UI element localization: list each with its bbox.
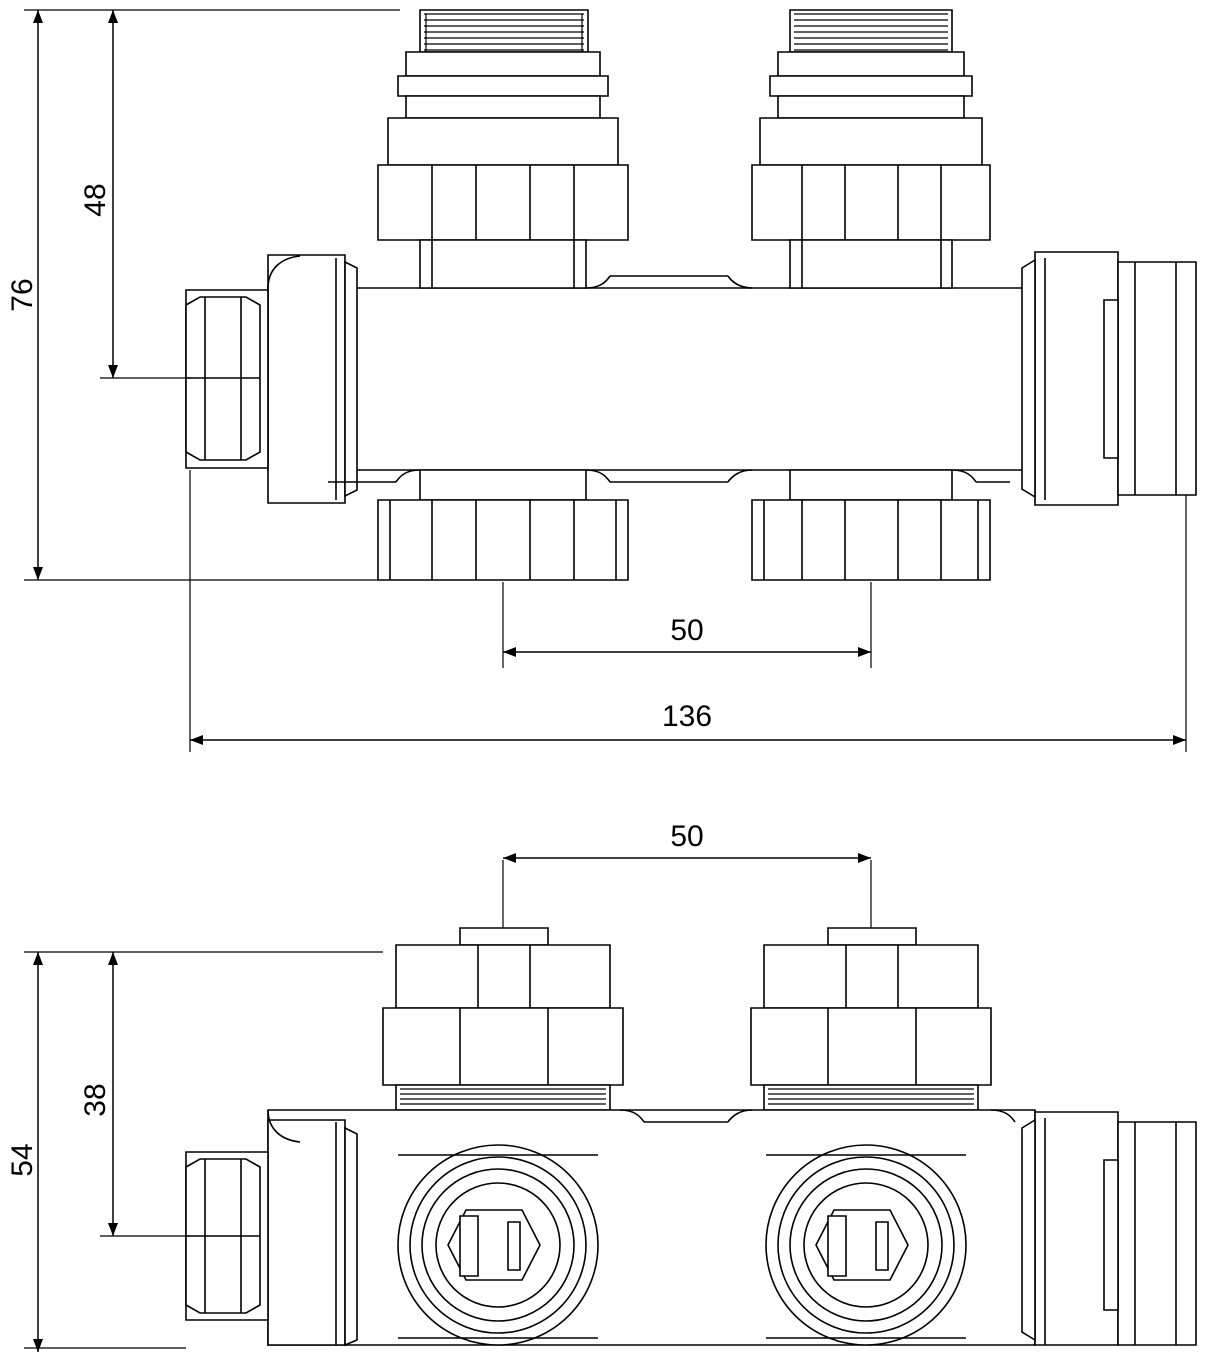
dim-48-label: 48 xyxy=(79,183,112,217)
dim-50-top-label: 50 xyxy=(670,614,704,647)
dim-50-bottom-label: 50 xyxy=(670,820,704,853)
lower-left-branch xyxy=(378,470,628,580)
thread-hatch-upper-left xyxy=(424,14,584,50)
upper-left-branch xyxy=(378,10,628,288)
dim-136-label: 136 xyxy=(661,700,713,733)
front-view-part xyxy=(186,820,1196,1345)
right-end-cap xyxy=(1022,252,1196,505)
front-view-dim-50 xyxy=(503,820,871,950)
top-view-part xyxy=(186,10,1196,580)
front-left-nut xyxy=(398,1145,598,1345)
left-end-cap xyxy=(186,255,357,503)
front-right-nut xyxy=(766,1145,966,1345)
front-right-head xyxy=(751,945,991,1110)
front-left-end-cap xyxy=(186,1120,357,1345)
dim-54-label: 54 xyxy=(6,1143,39,1177)
front-right-end-cap xyxy=(1022,1112,1196,1345)
front-left-head xyxy=(383,945,623,1110)
lower-right-branch xyxy=(752,470,990,580)
thread-hatch-upper-right xyxy=(794,14,948,50)
upper-right-branch xyxy=(752,10,990,288)
dim-76-label: 76 xyxy=(6,278,39,312)
dim-38-label: 38 xyxy=(79,1083,112,1117)
